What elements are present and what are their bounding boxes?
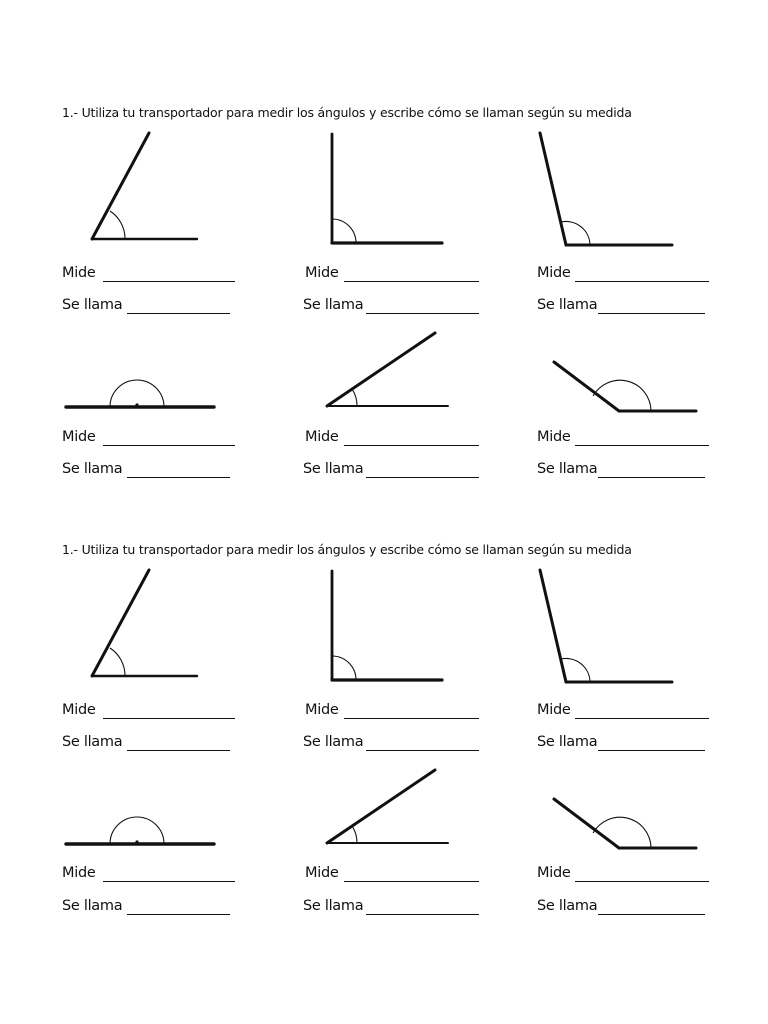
name-label: Se llama	[303, 297, 364, 313]
measure-answer-line[interactable]	[344, 881, 479, 882]
acute-angle-figure	[92, 570, 197, 676]
measure-answer-line[interactable]	[103, 881, 235, 882]
name-label: Se llama	[62, 734, 123, 750]
name-answer-line[interactable]	[127, 313, 230, 314]
measure-answer-line[interactable]	[575, 881, 709, 882]
measure-label: Mide	[62, 265, 96, 281]
name-answer-line[interactable]	[366, 750, 479, 751]
name-label: Se llama	[537, 461, 598, 477]
right-angle-figure	[332, 571, 442, 680]
name-label: Se llama	[303, 898, 364, 914]
measure-answer-line[interactable]	[575, 445, 709, 446]
measure-answer-line[interactable]	[575, 718, 709, 719]
measure-answer-line[interactable]	[344, 718, 479, 719]
measure-label: Mide	[62, 429, 96, 445]
name-answer-line[interactable]	[127, 477, 230, 478]
name-answer-line[interactable]	[366, 313, 479, 314]
instruction-text: 1.- Utiliza tu transportador para medir los ángulos y escribe cómo se llaman según su medida	[62, 542, 632, 557]
name-label: Se llama	[62, 461, 123, 477]
obtuse-angle-wide-figure	[554, 362, 696, 411]
measure-answer-line[interactable]	[575, 281, 709, 282]
straight-angle-figure	[66, 817, 214, 844]
name-label: Se llama	[537, 898, 598, 914]
name-label: Se llama	[537, 734, 598, 750]
measure-label: Mide	[305, 702, 339, 718]
name-answer-line[interactable]	[127, 750, 230, 751]
name-label: Se llama	[303, 734, 364, 750]
measure-label: Mide	[537, 265, 571, 281]
acute-angle-small-figure	[327, 770, 448, 843]
measure-label: Mide	[537, 429, 571, 445]
name-answer-line[interactable]	[598, 914, 705, 915]
name-label: Se llama	[62, 898, 123, 914]
measure-answer-line[interactable]	[344, 445, 479, 446]
obtuse-angle-figure	[540, 570, 672, 682]
name-answer-line[interactable]	[366, 914, 479, 915]
obtuse-angle-figure	[540, 133, 672, 245]
measure-label: Mide	[537, 865, 571, 881]
measure-label: Mide	[537, 702, 571, 718]
measure-answer-line[interactable]	[344, 281, 479, 282]
name-answer-line[interactable]	[127, 914, 230, 915]
name-label: Se llama	[62, 297, 123, 313]
right-angle-figure	[332, 134, 442, 243]
measure-label: Mide	[305, 265, 339, 281]
name-answer-line[interactable]	[598, 313, 705, 314]
obtuse-angle-wide-figure	[554, 799, 696, 848]
name-answer-line[interactable]	[598, 477, 705, 478]
name-label: Se llama	[303, 461, 364, 477]
acute-angle-figure	[92, 133, 197, 239]
measure-label: Mide	[305, 429, 339, 445]
measure-label: Mide	[62, 702, 96, 718]
measure-answer-line[interactable]	[103, 281, 235, 282]
name-answer-line[interactable]	[366, 477, 479, 478]
instruction-text: 1.- Utiliza tu transportador para medir los ángulos y escribe cómo se llaman según su medida	[62, 105, 632, 120]
acute-angle-small-figure	[327, 333, 448, 406]
measure-answer-line[interactable]	[103, 445, 235, 446]
name-label: Se llama	[537, 297, 598, 313]
straight-angle-figure	[66, 380, 214, 407]
measure-label: Mide	[305, 865, 339, 881]
measure-answer-line[interactable]	[103, 718, 235, 719]
name-answer-line[interactable]	[598, 750, 705, 751]
measure-label: Mide	[62, 865, 96, 881]
